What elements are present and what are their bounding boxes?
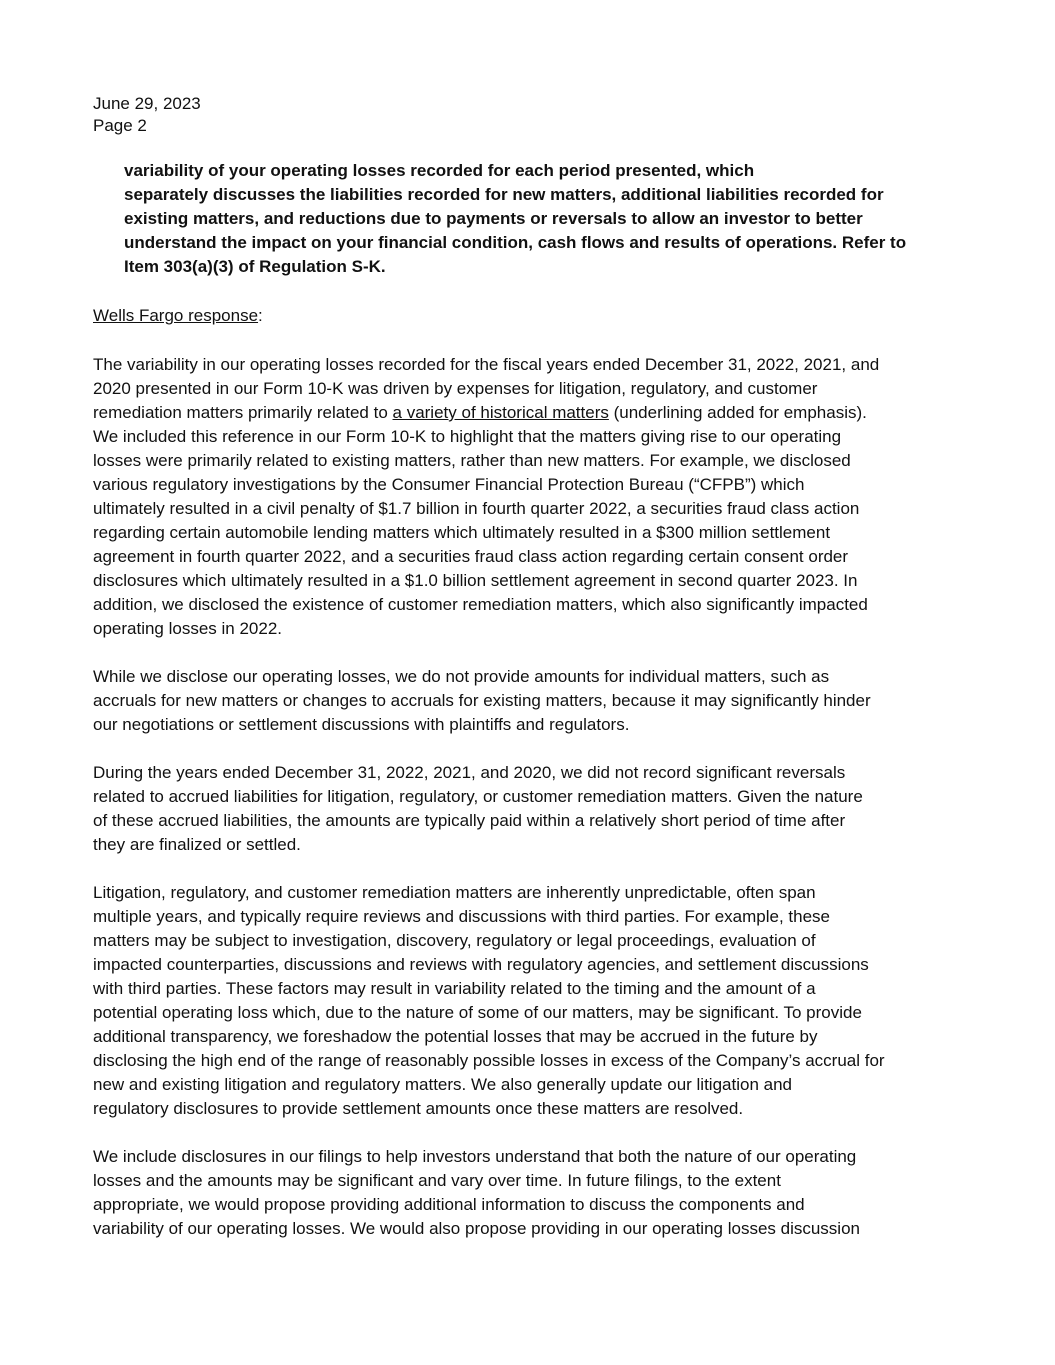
text-line: regulatory disclosures to provide settlement amounts once these matters are resolved.: [93, 1099, 744, 1118]
paragraph: [93, 353, 993, 641]
text-line: variability of our operating losses. We would also propose providing in our operating losses discussion: [93, 1219, 860, 1238]
response-body: [93, 353, 993, 1265]
text-line: agreement in fourth quarter 2022, and a securities fraud class action regarding certain consent order: [93, 547, 849, 566]
text-line: additional transparency, we foreshadow the potential losses that may be accrued in the future by: [93, 1027, 818, 1046]
text-line: with third parties. These factors may result in variability related to the timing and the amount of a: [93, 979, 816, 998]
text-line: The variability in our operating losses recorded for the fiscal years ended December 31, 2022, 2021, and: [93, 355, 880, 374]
text-line: We include disclosures in our filings to help investors understand that both the nature of our operating: [93, 1147, 857, 1166]
text-line: variability of your operating losses recorded for each period presented, which: [124, 161, 755, 180]
letter-header: [93, 93, 201, 137]
text-line: operating losses in 2022.: [93, 619, 283, 638]
paragraph: [93, 1145, 993, 1241]
response-heading-label: Wells Fargo response: [93, 306, 259, 325]
letter-date: June 29, 2023: [93, 94, 201, 113]
paragraph: [93, 881, 993, 1121]
text-line: various regulatory investigations by the Consumer Financial Protection Bureau (“CFPB”) which: [93, 475, 805, 494]
text-line: Item 303(a)(3) of Regulation S-K.: [124, 257, 386, 276]
text-line: of these accrued liabilities, the amounts are typically paid within a relatively short period of time after: [93, 811, 846, 830]
response-heading-colon: :: [258, 306, 263, 325]
sec-comment: [124, 159, 1024, 279]
text-line: regarding certain automobile lending matters which ultimately resulted in a $300 million settlement: [93, 523, 831, 542]
paragraph: [93, 761, 993, 857]
text-line: existing matters, and reductions due to payments or reversals to allow an investor to better: [124, 209, 863, 228]
text-line: Litigation, regulatory, and customer remediation matters are inherently unpredictable, often span: [93, 883, 816, 902]
text-line: While we disclose our operating losses, we do not provide amounts for individual matters, such as: [93, 667, 830, 686]
text-line: [93, 401, 993, 425]
text-line: appropriate, we would propose providing additional information to discuss the components and: [93, 1195, 805, 1214]
text-line: During the years ended December 31, 2022, 2021, and 2020, we did not record significant reversals: [93, 763, 846, 782]
text-line: understand the impact on your financial condition, cash flows and results of operations. Refer to: [124, 233, 907, 252]
text-line: We included this reference in our Form 10-K to highlight that the matters giving rise to our operating: [93, 427, 842, 446]
text-line: they are finalized or settled.: [93, 835, 301, 854]
text-line: losses and the amounts may be significant and vary over time. In future filings, to the extent: [93, 1171, 781, 1190]
text-line: multiple years, and typically require reviews and discussions with third parties. For example, these: [93, 907, 830, 926]
text-line: accruals for new matters or changes to accruals for existing matters, because it may significantly hinder: [93, 691, 871, 710]
paragraph: [93, 665, 993, 737]
text-line: addition, we disclosed the existence of customer remediation matters, which also significantly impacted: [93, 595, 868, 614]
text-line: losses were primarily related to existing matters, rather than new matters. For example, we disclosed: [93, 451, 851, 470]
text-line: separately discusses the liabilities recorded for new matters, additional liabilities recorded for: [124, 185, 884, 204]
text-line: disclosing the high end of the range of reasonably possible losses in excess of the Company’s accrual for: [93, 1051, 885, 1070]
text-line: our negotiations or settlement discussions with plaintiffs and regulators.: [93, 715, 630, 734]
page-number: Page 2: [93, 116, 147, 135]
text-segment: (underlining added for emphasis).: [608, 403, 867, 422]
text-line: 2020 presented in our Form 10-K was driven by expenses for litigation, regulatory, and customer: [93, 379, 818, 398]
text-line: ultimately resulted in a civil penalty of $1.7 billion in fourth quarter 2022, a securities fraud class action: [93, 499, 860, 518]
text-line: matters may be subject to investigation, discovery, regulatory or legal proceedings, evaluation of: [93, 931, 816, 950]
text-line: impacted counterparties, discussions and reviews with regulatory agencies, and settlement discussions: [93, 955, 869, 974]
text-line: new and existing litigation and regulatory matters. We also generally update our litigation and: [93, 1075, 792, 1094]
text-line: potential operating loss which, due to the nature of some of our matters, may be significant. To provide: [93, 1003, 862, 1022]
text-line: related to accrued liabilities for litigation, regulatory, or customer remediation matters. Given the nature: [93, 787, 863, 806]
text-line: disclosures which ultimately resulted in a $1.0 billion settlement agreement in second quarter 2023. In: [93, 571, 858, 590]
response-heading: [93, 304, 993, 328]
underlined-text: a variety of historical matters: [392, 403, 609, 422]
text-segment: remediation matters primarily related to: [93, 403, 393, 422]
